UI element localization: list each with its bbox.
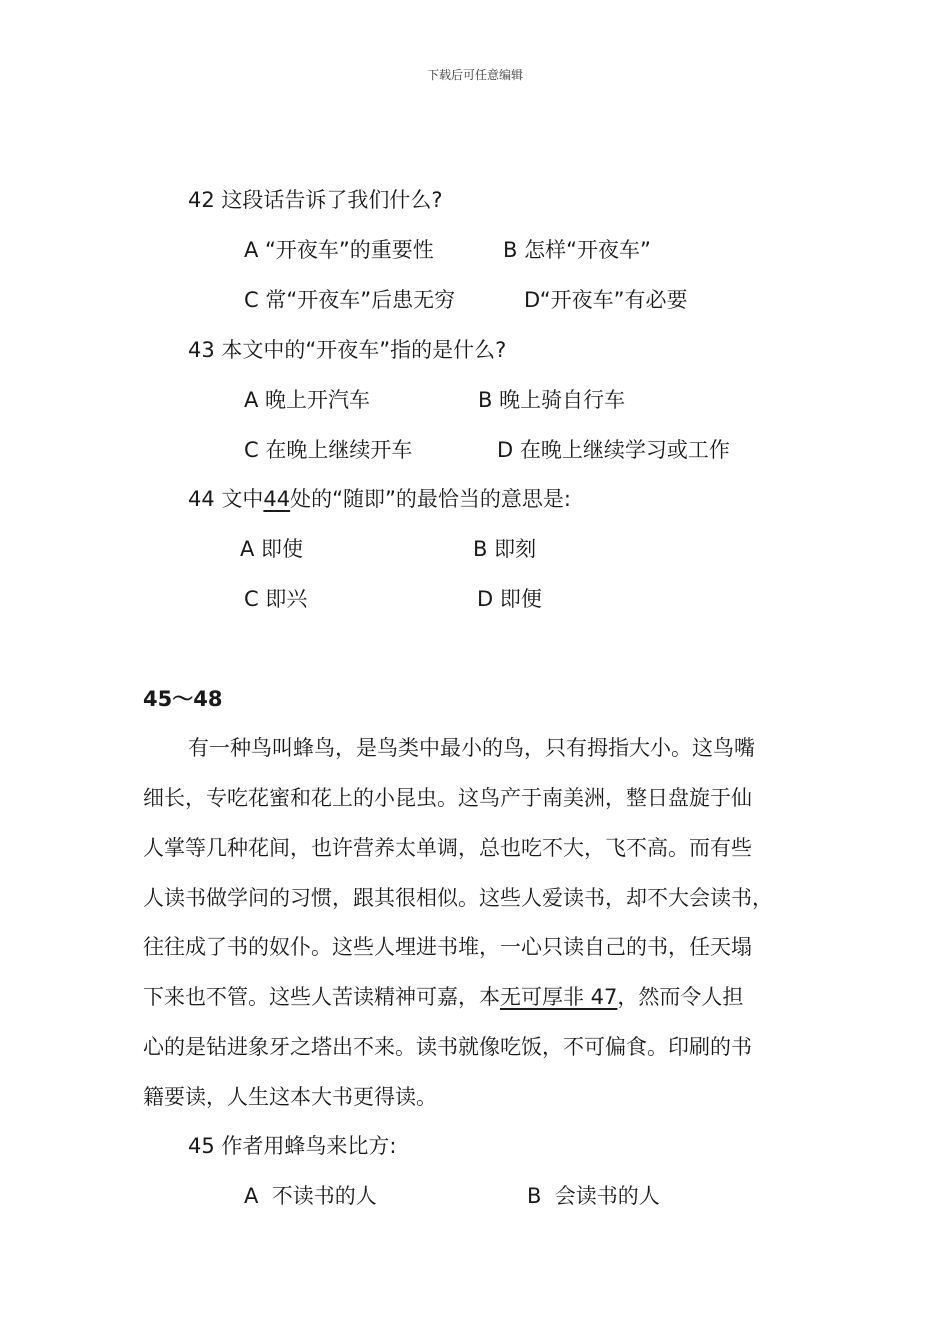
question-42-option-a: A “开夜车”的重要性	[244, 238, 434, 262]
question-45-option-b: B 会读书的人	[527, 1184, 660, 1208]
question-43-option-c: C 在晚上继续开车	[244, 438, 413, 462]
question-44-stem-suffix: 处的“随即”的最恰当的意思是:	[290, 487, 571, 511]
passage-line-1: 有一种鸟叫蜂鸟，是鸟类中最小的鸟，只有拇指大小。这鸟嘴	[188, 736, 755, 760]
question-44-option-c: C 即兴	[244, 587, 308, 611]
question-44-stem-prefix: 44 文中	[188, 487, 264, 511]
passage-line-6-suffix: ，然而令人担	[617, 985, 744, 1009]
question-43-stem: 43 本文中的“开夜车”指的是什么?	[188, 338, 507, 362]
question-42-option-d: D“开夜车”有必要	[524, 288, 688, 312]
passage-line-5: 往往成了书的奴仆。这些人埋进书堆，一心只读自己的书，任天塌	[143, 935, 752, 959]
passage-line-4: 人读书做学问的习惯，跟其很相似。这些人爱读书，却不大会读书，	[143, 886, 773, 910]
question-44-reference: 44	[263, 487, 291, 511]
question-42-option-b: B 怎样“开夜车”	[503, 238, 651, 262]
question-43-option-b: B 晚上骑自行车	[478, 388, 626, 412]
question-43-option-d: D 在晚上继续学习或工作	[497, 438, 730, 462]
question-44-stem	[188, 484, 571, 514]
question-42-stem: 42 这段话告诉了我们什么?	[188, 188, 443, 212]
question-45-stem: 45 作者用蜂鸟来比方:	[188, 1134, 397, 1158]
question-44-option-b: B 即刻	[473, 537, 537, 561]
passage-line-2: 细长，专吃花蜜和花上的小昆虫。这鸟产于南美洲，整日盘旋于仙	[143, 786, 752, 810]
question-44-option-a: A 即使	[240, 537, 304, 561]
passage-line-3: 人掌等几种花间，也许营养太单调，总也吃不大，飞不高。而有些	[143, 836, 752, 860]
passage-line-7: 心的是钻进象牙之塔出不来。读书就像吃饭，不可偏食。印刷的书	[143, 1035, 752, 1059]
question-43-option-a: A 晚上开汽车	[244, 388, 371, 412]
passage-underlined-phrase: 无可厚非 47	[500, 985, 618, 1009]
passage-line-6-prefix: 下来也不管。这些人苦读精神可嘉，本	[143, 985, 500, 1009]
passage-line-6	[143, 982, 743, 1012]
question-42-option-c: C 常“开夜车”后患无穷	[244, 288, 456, 312]
question-44-option-d: D 即便	[477, 587, 542, 611]
page-header: 下载后可任意编辑	[426, 68, 523, 82]
passage-line-8: 籍要读，人生这本大书更得读。	[143, 1085, 437, 1109]
section-title: 45～48	[143, 687, 223, 711]
question-45-option-a: A 不读书的人	[244, 1184, 377, 1208]
